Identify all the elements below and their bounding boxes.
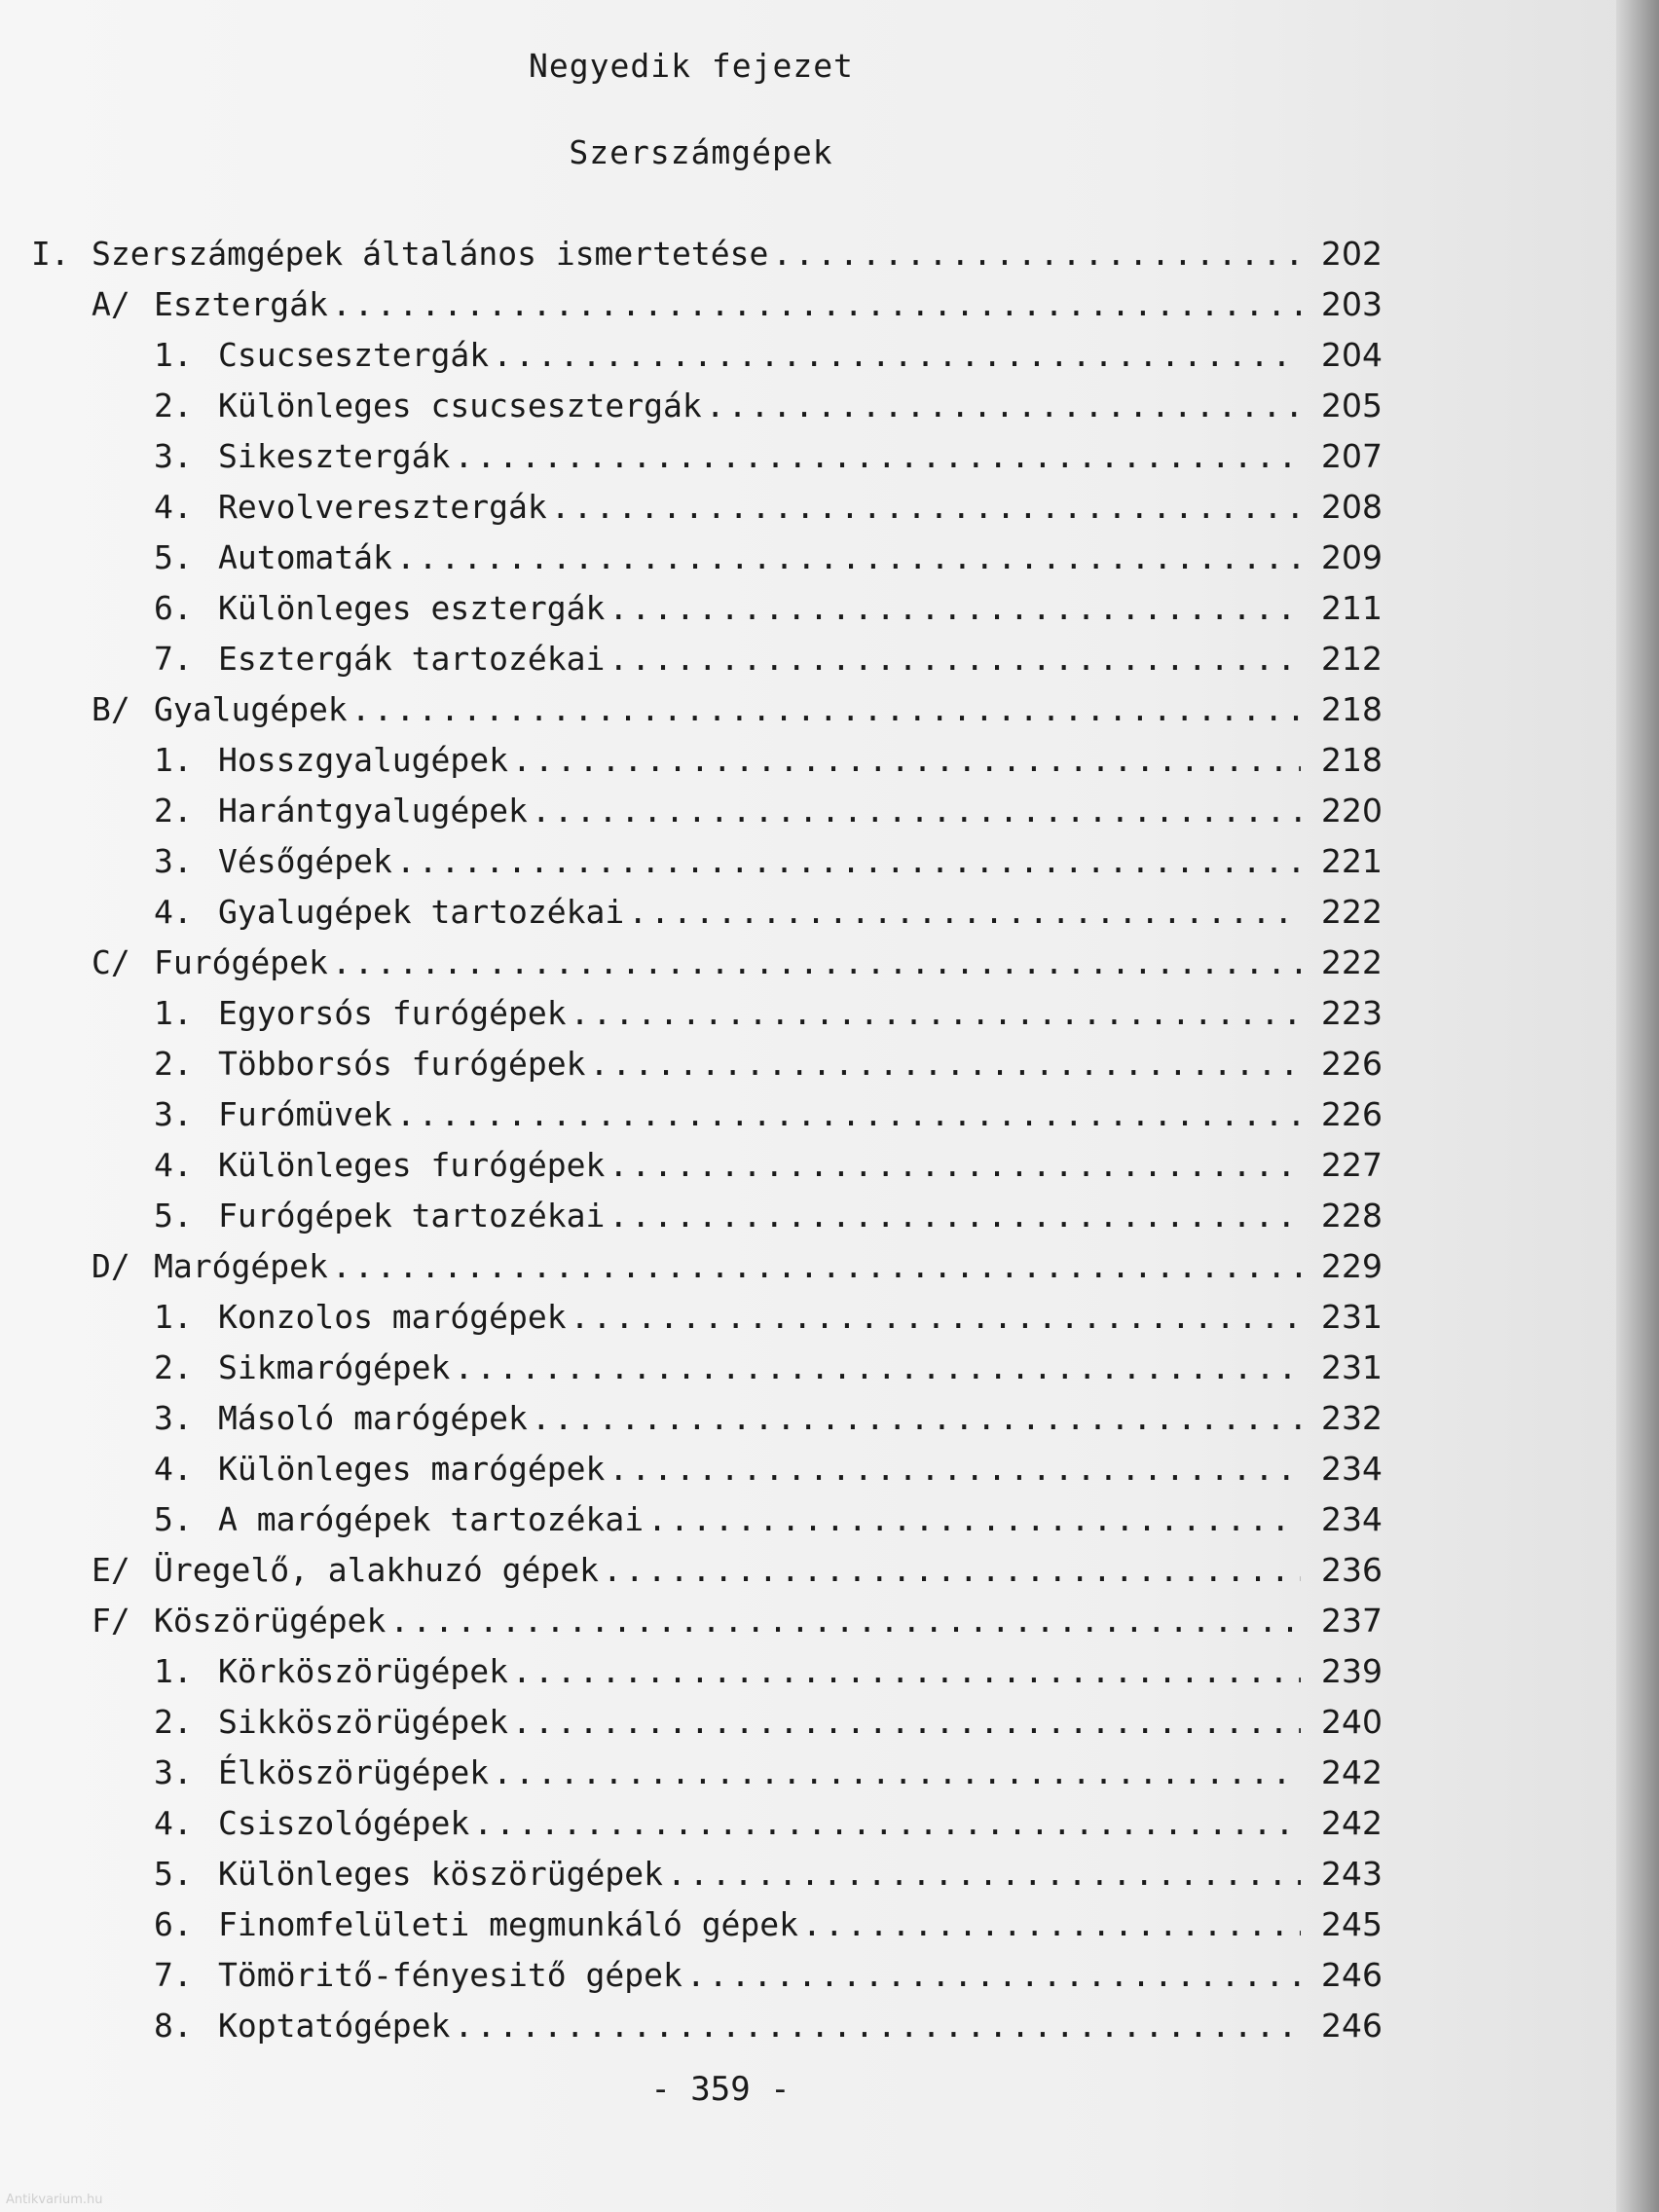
toc-entry-page: 211	[1321, 589, 1382, 627]
toc-entry-marker: D/	[92, 1247, 130, 1285]
toc-entry	[0, 1285, 1382, 1336]
toc-entry-page: 205	[1321, 387, 1382, 424]
toc-entry-marker: 8.	[154, 2007, 193, 2045]
toc-leader-dots	[396, 1095, 1301, 1133]
toc-entry-label: Csiszológépek	[218, 1804, 470, 1842]
toc-entry-marker: 6.	[154, 1905, 193, 1943]
toc-entry	[0, 1589, 1382, 1640]
toc-entry-label: Furógépek	[154, 943, 328, 981]
toc-entry-marker: 4.	[154, 488, 193, 526]
toc-entry-page: 222	[1321, 943, 1382, 981]
toc-entry	[0, 1943, 1382, 1994]
toc-entry-page: 229	[1321, 1247, 1382, 1285]
toc-entry-label: Különleges esztergák	[218, 589, 606, 627]
toc-entry-label: Vésőgépek	[218, 842, 392, 880]
toc-entry-page: 242	[1321, 1753, 1382, 1791]
toc-entry	[0, 374, 1382, 424]
toc-leader-dots	[512, 741, 1301, 779]
toc-entry-page: 228	[1321, 1197, 1382, 1235]
toc-entry	[0, 830, 1382, 880]
toc-leader-dots	[351, 690, 1301, 728]
toc-entry-label: Szerszámgépek általános ismertetése	[92, 235, 769, 273]
toc-entry	[0, 1994, 1382, 2045]
toc-leader-dots	[332, 1247, 1301, 1285]
toc-leader-dots	[608, 1450, 1301, 1488]
toc-entry-page: 226	[1321, 1095, 1382, 1133]
toc-entry	[0, 1083, 1382, 1133]
toc-entry	[0, 1184, 1382, 1235]
toc-entry-marker: A/	[92, 285, 130, 323]
toc-leader-dots	[608, 640, 1301, 678]
toc-entry	[0, 1488, 1382, 1538]
toc-entry-marker: 1.	[154, 1652, 193, 1690]
toc-entry	[0, 1336, 1382, 1386]
toc-leader-dots	[454, 2007, 1301, 2045]
toc-leader-dots	[647, 1500, 1301, 1538]
toc-leader-dots	[512, 1652, 1301, 1690]
toc-entry-label: Különleges köszörügépek	[218, 1855, 663, 1893]
toc-entry-label: Finomfelületi megmunkáló gépek	[218, 1905, 799, 1943]
toc-entry-page: 208	[1321, 488, 1382, 526]
toc-entry-page: 223	[1321, 994, 1382, 1032]
toc-entry-label: Sikesztergák	[218, 437, 451, 475]
toc-entry-label: Gyalugépek tartozékai	[218, 893, 625, 931]
toc-entry	[0, 779, 1382, 830]
toc-entry	[0, 627, 1382, 678]
toc-entry-label: Csucsesztergák	[218, 336, 490, 374]
toc-entry-label: Különleges furógépek	[218, 1146, 606, 1184]
toc-entry-marker: I.	[31, 235, 70, 273]
toc-leader-dots	[686, 1956, 1301, 1994]
toc-entry	[0, 981, 1382, 1032]
toc-entry	[0, 475, 1382, 526]
toc-entry-marker: 3.	[154, 1095, 193, 1133]
toc-entry-page: 245	[1321, 1905, 1382, 1943]
toc-leader-dots	[454, 1348, 1301, 1386]
toc-entry-page: 242	[1321, 1804, 1382, 1842]
toc-entry	[0, 323, 1382, 374]
toc-entry	[0, 273, 1382, 323]
toc-leader-dots	[590, 1045, 1302, 1083]
toc-entry-page: 227	[1321, 1146, 1382, 1184]
toc-entry-page: 234	[1321, 1450, 1382, 1488]
toc-leader-dots	[628, 893, 1301, 931]
toc-entry-page: 231	[1321, 1348, 1382, 1386]
toc-entry-label: A marógépek tartozékai	[218, 1500, 645, 1538]
toc-entry	[0, 1437, 1382, 1488]
toc-entry-label: Hosszgyalugépek	[218, 741, 509, 779]
toc-leader-dots	[512, 1703, 1301, 1741]
toc-leader-dots	[608, 1197, 1301, 1235]
toc-entry-page: 243	[1321, 1855, 1382, 1893]
toc-entry-marker: 4.	[154, 1804, 193, 1842]
toc-entry-page: 221	[1321, 842, 1382, 880]
toc-entry	[0, 526, 1382, 576]
toc-entry-marker: 7.	[154, 640, 193, 678]
toc-entry	[0, 222, 1382, 273]
toc-entry-page: 222	[1321, 893, 1382, 931]
toc-entry-marker: 3.	[154, 437, 193, 475]
toc-entry	[0, 1032, 1382, 1083]
toc-entry-label: Tömöritő-fényesitő gépek	[218, 1956, 682, 1994]
toc-entry-marker: 7.	[154, 1956, 193, 1994]
toc-entry	[0, 1235, 1382, 1285]
toc-entry	[0, 1741, 1382, 1791]
toc-entry-page: 236	[1321, 1551, 1382, 1589]
toc-entry	[0, 576, 1382, 627]
toc-leader-dots	[608, 589, 1301, 627]
toc-entry-label: Esztergák tartozékai	[218, 640, 606, 678]
toc-entry	[0, 1893, 1382, 1943]
toc-leader-dots	[551, 488, 1301, 526]
toc-entry	[0, 880, 1382, 931]
toc-entry-label: Különleges csucsesztergák	[218, 387, 702, 424]
toc-entry-label: Üregelő, alakhuzó gépek	[154, 1551, 599, 1589]
toc-entry-marker: F/	[92, 1602, 130, 1640]
toc-entry-marker: 5.	[154, 1500, 193, 1538]
table-of-contents	[0, 222, 1382, 2045]
page-edge-shadow	[1616, 0, 1659, 2212]
toc-entry-page: 220	[1321, 792, 1382, 830]
toc-entry-page: 212	[1321, 640, 1382, 678]
toc-entry-label: Egyorsós furógépek	[218, 994, 567, 1032]
toc-entry-marker: 2.	[154, 1348, 193, 1386]
toc-entry-marker: 2.	[154, 1045, 193, 1083]
toc-leader-dots	[396, 842, 1301, 880]
toc-entry	[0, 1791, 1382, 1842]
toc-entry-label: Különleges marógépek	[218, 1450, 606, 1488]
toc-entry-page: 202	[1321, 235, 1382, 273]
toc-entry-marker: B/	[92, 690, 130, 728]
toc-entry-marker: 5.	[154, 1855, 193, 1893]
toc-entry	[0, 931, 1382, 981]
toc-entry-page: 231	[1321, 1298, 1382, 1336]
toc-leader-dots	[532, 792, 1301, 830]
toc-entry	[0, 728, 1382, 779]
toc-leader-dots	[332, 943, 1301, 981]
toc-entry-marker: 4.	[154, 1450, 193, 1488]
toc-entry-marker: 2.	[154, 792, 193, 830]
page-title: Szerszámgépek	[569, 133, 833, 171]
chapter-heading: Negyedik fejezet	[529, 47, 854, 85]
toc-entry-marker: 5.	[154, 538, 193, 576]
toc-leader-dots	[493, 336, 1301, 374]
toc-entry-marker: 2.	[154, 1703, 193, 1741]
toc-leader-dots	[332, 285, 1301, 323]
toc-entry-page: 218	[1321, 690, 1382, 728]
toc-entry-marker: 1.	[154, 1298, 193, 1336]
toc-leader-dots	[603, 1551, 1301, 1589]
toc-entry-marker: 1.	[154, 336, 193, 374]
toc-entry	[0, 1386, 1382, 1437]
toc-entry-label: Marógépek	[154, 1247, 328, 1285]
toc-entry-marker: 5.	[154, 1197, 193, 1235]
watermark: Antikvarium.hu	[6, 2193, 103, 2207]
toc-entry-page: 237	[1321, 1602, 1382, 1640]
toc-leader-dots	[802, 1905, 1301, 1943]
toc-leader-dots	[571, 994, 1301, 1032]
toc-entry-label: Koptatógépek	[218, 2007, 451, 2045]
toc-entry-label: Konzolos marógépek	[218, 1298, 567, 1336]
toc-leader-dots	[706, 387, 1301, 424]
toc-entry-marker: 1.	[154, 741, 193, 779]
toc-entry-label: Harántgyalugépek	[218, 792, 528, 830]
toc-entry-page: 234	[1321, 1500, 1382, 1538]
toc-entry-label: Élköszörügépek	[218, 1753, 490, 1791]
toc-entry-label: Gyalugépek	[154, 690, 348, 728]
toc-entry	[0, 424, 1382, 475]
toc-entry-marker: C/	[92, 943, 130, 981]
toc-leader-dots	[389, 1602, 1301, 1640]
toc-entry-marker: 3.	[154, 842, 193, 880]
toc-entry-marker: 1.	[154, 994, 193, 1032]
toc-leader-dots	[532, 1399, 1301, 1437]
toc-entry-marker: 4.	[154, 1146, 193, 1184]
toc-leader-dots	[571, 1298, 1301, 1336]
toc-entry-page: 240	[1321, 1703, 1382, 1741]
toc-entry-marker: 3.	[154, 1399, 193, 1437]
toc-entry-label: Sikmarógépek	[218, 1348, 451, 1386]
toc-entry-label: Automaták	[218, 538, 392, 576]
toc-entry-marker: 4.	[154, 893, 193, 931]
toc-leader-dots	[454, 437, 1301, 475]
toc-entry-page: 203	[1321, 285, 1382, 323]
toc-leader-dots	[608, 1146, 1301, 1184]
toc-entry-page: 246	[1321, 1956, 1382, 1994]
toc-entry-label: Furógépek tartozékai	[218, 1197, 606, 1235]
toc-entry-label: Furómüvek	[218, 1095, 392, 1133]
toc-entry-page: 218	[1321, 741, 1382, 779]
toc-entry-label: Köszörügépek	[154, 1602, 387, 1640]
toc-leader-dots	[473, 1804, 1301, 1842]
toc-leader-dots	[772, 235, 1301, 273]
toc-entry	[0, 1133, 1382, 1184]
toc-leader-dots	[667, 1855, 1301, 1893]
toc-entry-label: Többorsós furógépek	[218, 1045, 586, 1083]
toc-entry-page: 204	[1321, 336, 1382, 374]
toc-entry-label: Esztergák	[154, 285, 328, 323]
toc-entry-label: Sikköszörügépek	[218, 1703, 509, 1741]
toc-entry-page: 246	[1321, 2007, 1382, 2045]
toc-leader-dots	[396, 538, 1301, 576]
toc-entry-marker: 6.	[154, 589, 193, 627]
toc-entry	[0, 678, 1382, 728]
toc-entry	[0, 1842, 1382, 1893]
toc-entry-page: 239	[1321, 1652, 1382, 1690]
toc-entry-page: 209	[1321, 538, 1382, 576]
page-number: - 359 -	[650, 2070, 791, 2109]
toc-entry-marker: 3.	[154, 1753, 193, 1791]
toc-entry	[0, 1538, 1382, 1589]
toc-entry-marker: 2.	[154, 387, 193, 424]
toc-entry-page: 226	[1321, 1045, 1382, 1083]
toc-entry	[0, 1640, 1382, 1690]
toc-entry-page: 232	[1321, 1399, 1382, 1437]
toc-entry-label: Másoló marógépek	[218, 1399, 528, 1437]
toc-entry	[0, 1690, 1382, 1741]
toc-entry-label: Körköszörügépek	[218, 1652, 509, 1690]
toc-entry-page: 207	[1321, 437, 1382, 475]
toc-entry-label: Revolveresztergák	[218, 488, 547, 526]
toc-entry-marker: E/	[92, 1551, 130, 1589]
toc-leader-dots	[493, 1753, 1301, 1791]
